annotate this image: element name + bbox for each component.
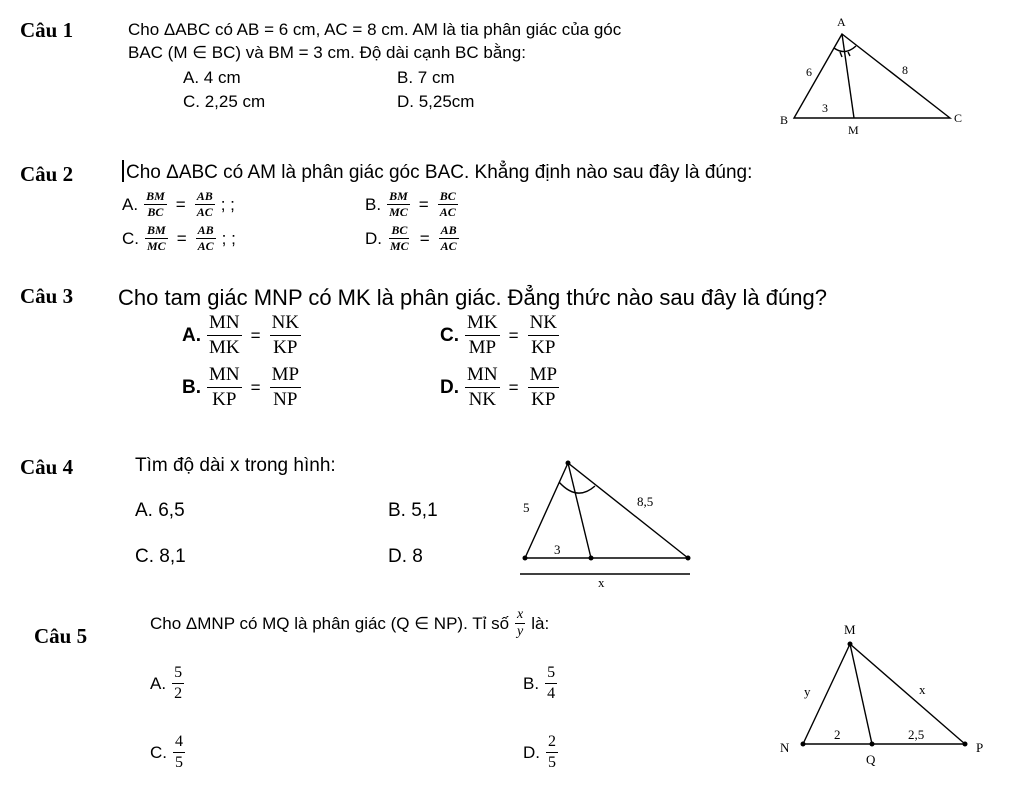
q2-option-d-frac2: $\frac{AB}{AC}$ — [440, 223, 457, 253]
q1-point-m: M — [848, 123, 859, 137]
q2-option-d[interactable]: D. $\frac{BC}{MC}$ = $\frac{AB}{AC}$ — [365, 223, 457, 253]
q3-option-b-frac1: $\frac{MN}{KP}$ — [209, 364, 240, 410]
q3-option-a-frac1: $\frac{MN}{MK}$ — [209, 312, 240, 358]
q5-option-a-letter: A. — [150, 673, 167, 693]
q2-option-a-tail: ; ; — [220, 194, 235, 214]
q1-vertex-a: A — [837, 15, 846, 29]
q4-text: Tìm độ dài x trong hình: — [135, 455, 336, 476]
q1-triangle-figure — [770, 10, 970, 140]
q2-option-d-frac1: $\frac{BC}{MC}$ — [390, 223, 409, 253]
q5-option-c-letter: C. — [150, 742, 167, 762]
q5-label-qp: 2,5 — [908, 727, 925, 742]
q1-option-b[interactable]: B. 7 cm — [397, 68, 455, 87]
q4-label-right: 8,5 — [637, 494, 654, 509]
q3-option-b[interactable]: B. $\frac{MN}{KP}$ = $\frac{MP}{NP}$ — [182, 364, 300, 410]
q3-option-c-frac2: $\frac{NK}{KP}$ — [529, 312, 558, 358]
q5-label-x: x — [919, 682, 926, 697]
q5-option-d[interactable] — [523, 733, 558, 772]
q5-option-d-frac: $\frac{2}{5}$ — [548, 733, 556, 771]
q4-option-d[interactable]: D. 8 — [388, 546, 423, 567]
q3-option-a[interactable]: A. $\frac{MN}{MK}$ = $\frac{NK}{KP}$ — [182, 312, 300, 358]
q4-triangle-figure — [505, 450, 700, 595]
q3-option-d-letter: D. — [440, 376, 459, 398]
q5-option-c-frac: $\frac{4}{5}$ — [175, 733, 183, 771]
q1-option-a[interactable]: A. 4 cm — [183, 68, 241, 87]
q5-label-y: y — [804, 684, 811, 699]
q2-option-b-frac1: $\frac{BM}{MC}$ — [389, 189, 408, 219]
q5-option-b-frac: $\frac{5}{4}$ — [547, 664, 556, 702]
q5-option-d-letter: D. — [523, 742, 540, 762]
q5-label-nq: 2 — [834, 727, 841, 742]
q5-text-before: Cho ΔMNP có MQ là phân giác (Q ∈ NP). Tỉ số — [150, 613, 510, 633]
q4-option-b[interactable]: B. 5,1 — [388, 500, 438, 521]
q3-option-b-frac2: $\frac{MP}{NP}$ — [271, 364, 300, 410]
q2-option-a-frac1: $\frac{BM}{BC}$ — [146, 189, 165, 219]
q1-label: Câu 1 — [20, 18, 74, 42]
q2-option-c[interactable]: C. $\frac{BM}{MC}$ = $\frac{AB}{AC}$ ; ; — [122, 223, 236, 253]
text-cursor — [122, 160, 124, 182]
q3-option-a-letter: A. — [182, 324, 201, 346]
q2-option-c-letter: C. — [122, 228, 139, 248]
q2-option-c-frac2: $\frac{AB}{AC}$ — [197, 223, 214, 253]
q4-label-seg: 3 — [554, 542, 561, 557]
q3-option-d[interactable]: D. $\frac{MN}{NK}$ = $\frac{MP}{KP}$ — [440, 364, 558, 410]
q3-label: Câu 3 — [20, 284, 74, 308]
q1-option-d[interactable]: D. 5,25cm — [397, 92, 475, 111]
q5-ratio: $\frac{x}{y}$ — [517, 607, 524, 639]
q5-option-c[interactable] — [150, 733, 185, 772]
q4-option-c[interactable]: C. 8,1 — [135, 546, 186, 567]
q4-option-a[interactable]: A. 6,5 — [135, 500, 185, 521]
q2-option-c-tail: ; ; — [221, 228, 236, 248]
q2-option-a-letter: A. — [122, 194, 139, 214]
q3-option-c-letter: C. — [440, 324, 459, 346]
q5-triangle-mnp — [803, 644, 965, 744]
q2-option-d-letter: D. — [365, 228, 382, 248]
q5-bisector-mq — [850, 644, 872, 744]
q5-vertex-n: N — [780, 740, 790, 755]
q3-text: Cho tam giác MNP có MK là phân giác. Đẳng thức nào sau đây là đúng? — [118, 285, 827, 310]
q2-text: Cho ΔABC có AM là phân giác góc BAC. Khẳng định nào sau đây là đúng: — [126, 162, 753, 183]
q4-angle-arc — [559, 482, 595, 493]
q4-triangle — [525, 463, 688, 558]
q3-option-c-frac1: $\frac{MK}{MP}$ — [467, 312, 498, 358]
q2-option-a-frac2: $\frac{AB}{AC}$ — [196, 189, 213, 219]
q2-option-c-frac1: $\frac{BM}{MC}$ — [147, 223, 166, 253]
q1-triangle-abc — [794, 34, 950, 118]
q5-option-b[interactable] — [523, 664, 557, 703]
q3-option-c[interactable]: C. $\frac{MK}{MP}$ = $\frac{NK}{KP}$ — [440, 312, 558, 358]
q1-label-ab: 6 — [806, 65, 812, 79]
q2-option-b-letter: B. — [365, 194, 382, 214]
q1-bisector-am — [842, 34, 854, 118]
q5-option-a-frac: $\frac{5}{2}$ — [174, 664, 183, 702]
q5-option-a[interactable] — [150, 664, 184, 703]
q3-option-d-frac2: $\frac{MP}{KP}$ — [529, 364, 558, 410]
q4-label-left: 5 — [523, 500, 530, 515]
q2-label: Câu 2 — [20, 162, 74, 186]
q1-label-bm: 3 — [822, 101, 828, 115]
q2-option-b-frac2: $\frac{BC}{AC}$ — [439, 189, 456, 219]
q1-vertex-b: B — [780, 113, 789, 127]
q1-option-c[interactable]: C. 2,25 cm — [183, 92, 266, 111]
q5-label: Câu 5 — [34, 624, 88, 648]
q5-text-after: là: — [531, 613, 550, 633]
q5-point-q: Q — [866, 752, 876, 767]
q1-text-line1: Cho ΔABC có AB = 6 cm, AC = 8 cm. AM là tia phân giác của góc — [128, 20, 622, 39]
q3-option-d-frac1: $\frac{MN}{NK}$ — [467, 364, 498, 410]
q3-option-a-frac2: $\frac{NK}{KP}$ — [271, 312, 300, 358]
q1-label-ac: 8 — [902, 63, 908, 77]
q4-label: Câu 4 — [20, 455, 74, 479]
q4-label-base: x — [598, 575, 605, 590]
q2-option-a[interactable]: A. $\frac{BM}{BC}$ = $\frac{AB}{AC}$ ; ; — [122, 189, 235, 219]
q4-bisector — [568, 463, 591, 558]
q1-vertex-c: C — [954, 111, 963, 125]
q3-option-b-letter: B. — [182, 376, 201, 398]
q2-option-b[interactable]: B. $\frac{BM}{MC}$ = $\frac{BC}{AC}$ — [365, 189, 456, 219]
q5-vertex-p: P — [976, 740, 984, 755]
q5-vertex-m: M — [844, 622, 856, 637]
q5-option-b-letter: B. — [523, 673, 540, 693]
q5-question — [150, 608, 549, 639]
q5-triangle-figure — [770, 612, 1000, 772]
q1-text-line2: BAC (M ∈ BC) và BM = 3 cm. Độ dài cạnh BC bằng: — [128, 43, 526, 62]
